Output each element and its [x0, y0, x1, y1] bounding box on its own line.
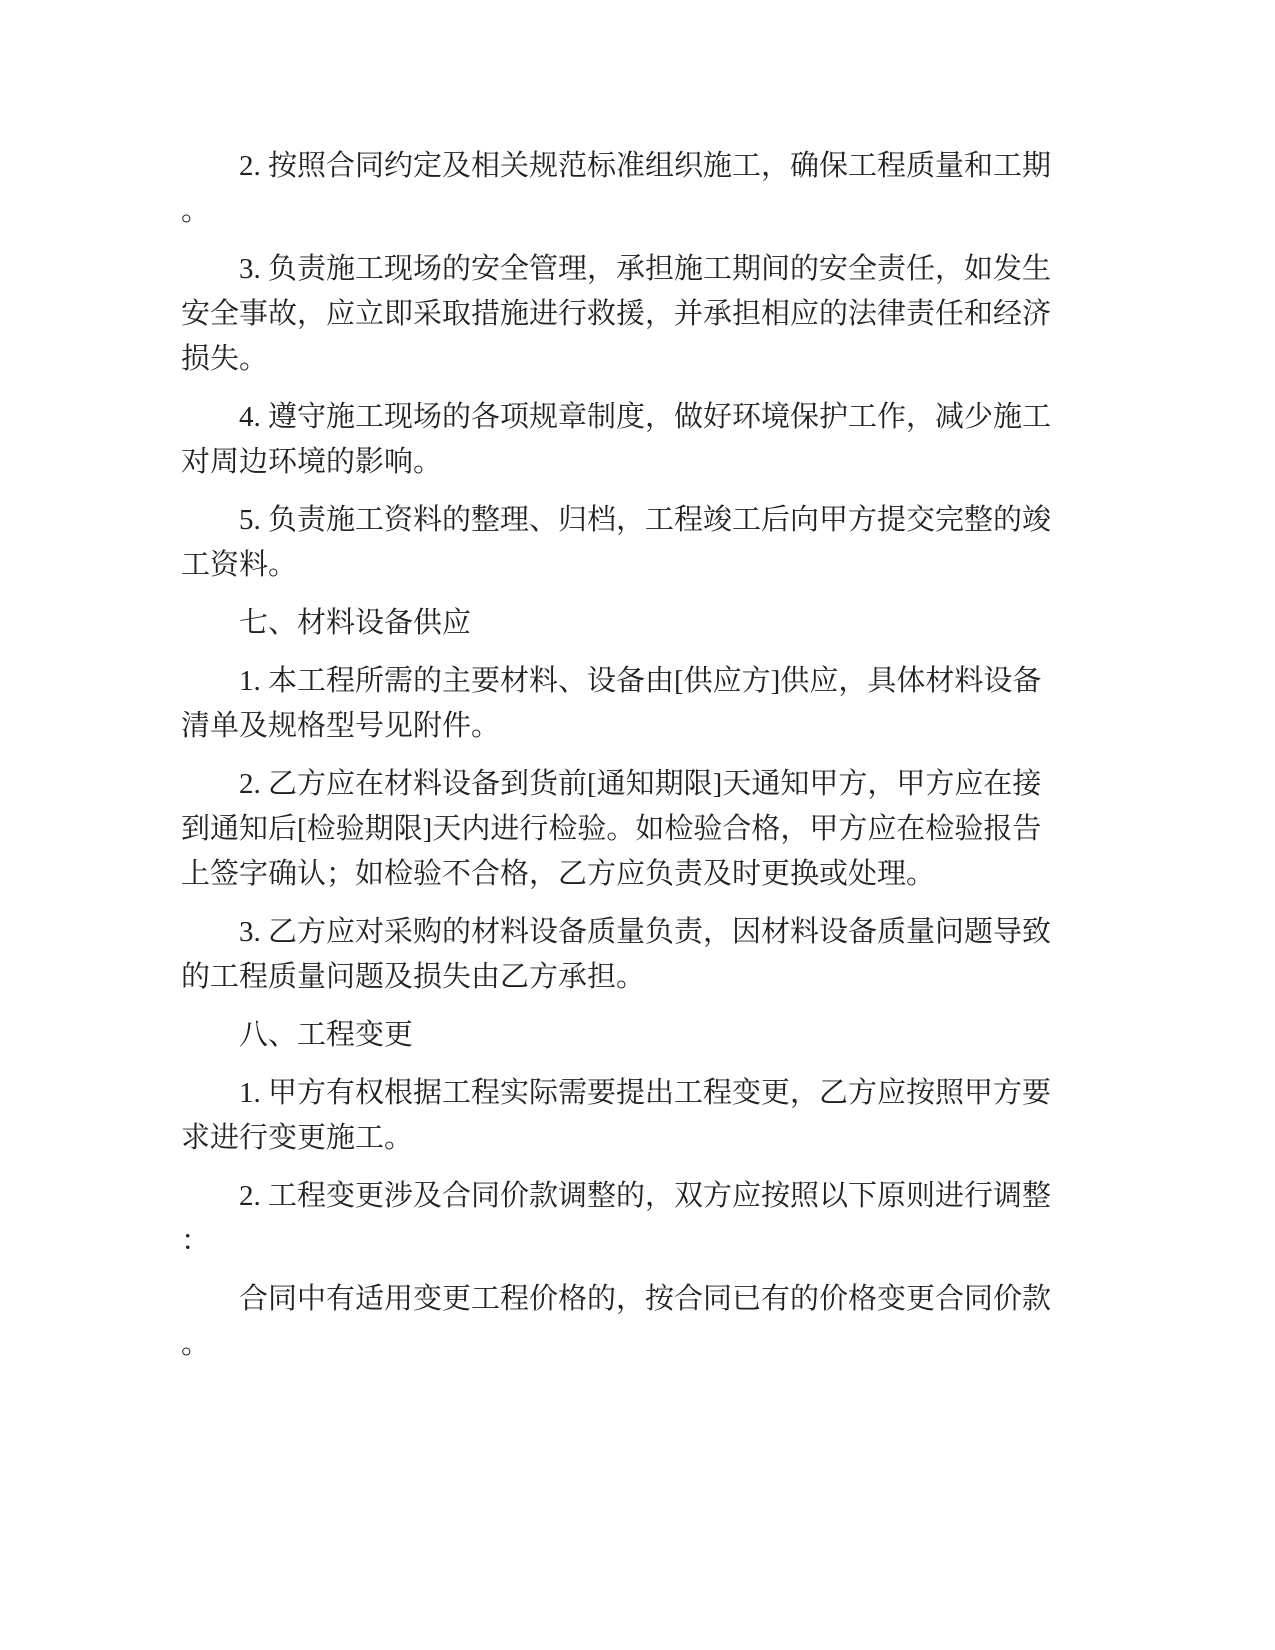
text-line: ：: [181, 1225, 211, 1257]
clause-paragraph: [181, 659, 1075, 749]
text-line: 上签字确认；如检验不合格，乙方应负责及时更换或处理。: [181, 858, 936, 890]
text-line: 七、材料设备供应: [239, 607, 472, 639]
clause-paragraph: [181, 144, 1075, 234]
text-line: 4. 遵守施工现场的各项规章制度，做好环境保护工作，减少施工: [239, 401, 1052, 433]
text-line: 2. 工程变更涉及合同价款调整的，双方应按照以下原则进行调整: [239, 1180, 1052, 1212]
section-heading-project-changes: [181, 1013, 1075, 1058]
text-line: 损失。: [181, 343, 269, 375]
clause-paragraph: [181, 1071, 1075, 1161]
text-line: 1. 甲方有权根据工程实际需要提出工程变更，乙方应按照甲方要: [239, 1077, 1052, 1109]
text-line: 到通知后[检验期限]天内进行检验。如检验合格，甲方应在检验报告: [181, 813, 1042, 845]
text-line: 1. 本工程所需的主要材料、设备由[供应方]供应，具体材料设备: [239, 665, 1042, 697]
clause-paragraph: [181, 910, 1075, 1000]
text-line: 。: [181, 195, 211, 227]
text-line: 合同中有适用变更工程价格的，按合同已有的价格变更合同价款: [239, 1283, 1052, 1315]
text-line: 5. 负责施工资料的整理、归档，工程竣工后向甲方提交完整的竣: [239, 504, 1052, 536]
section-heading-materials-supply: [181, 601, 1075, 646]
text-line: 对周边环境的影响。: [181, 446, 443, 478]
text-line: 的工程质量问题及损失由乙方承担。: [181, 961, 646, 993]
text-line: 求进行变更施工。: [181, 1122, 414, 1154]
text-line: 工资料。: [181, 549, 298, 581]
clause-paragraph: [181, 247, 1075, 382]
text-line: 2. 乙方应在材料设备到货前[通知期限]天通知甲方，甲方应在接: [239, 768, 1042, 800]
text-line: 八、工程变更: [239, 1019, 414, 1051]
text-line: 清单及规格型号见附件。: [181, 710, 501, 742]
text-line: 。: [181, 1328, 211, 1360]
clause-paragraph: [181, 1174, 1075, 1264]
text-line: 2. 按照合同约定及相关规范标准组织施工，确保工程质量和工期: [239, 150, 1052, 182]
clause-paragraph: [181, 395, 1075, 485]
text-line: 3. 负责施工现场的安全管理，承担施工期间的安全责任，如发生: [239, 253, 1052, 285]
clause-paragraph: [181, 498, 1075, 588]
text-line: 3. 乙方应对采购的材料设备质量负责，因材料设备质量问题导致: [239, 916, 1052, 948]
clause-paragraph: [181, 1277, 1075, 1367]
text-line: 安全事故，应立即采取措施进行救援，并承担相应的法律责任和经济: [181, 298, 1052, 330]
clause-paragraph: [181, 762, 1075, 897]
